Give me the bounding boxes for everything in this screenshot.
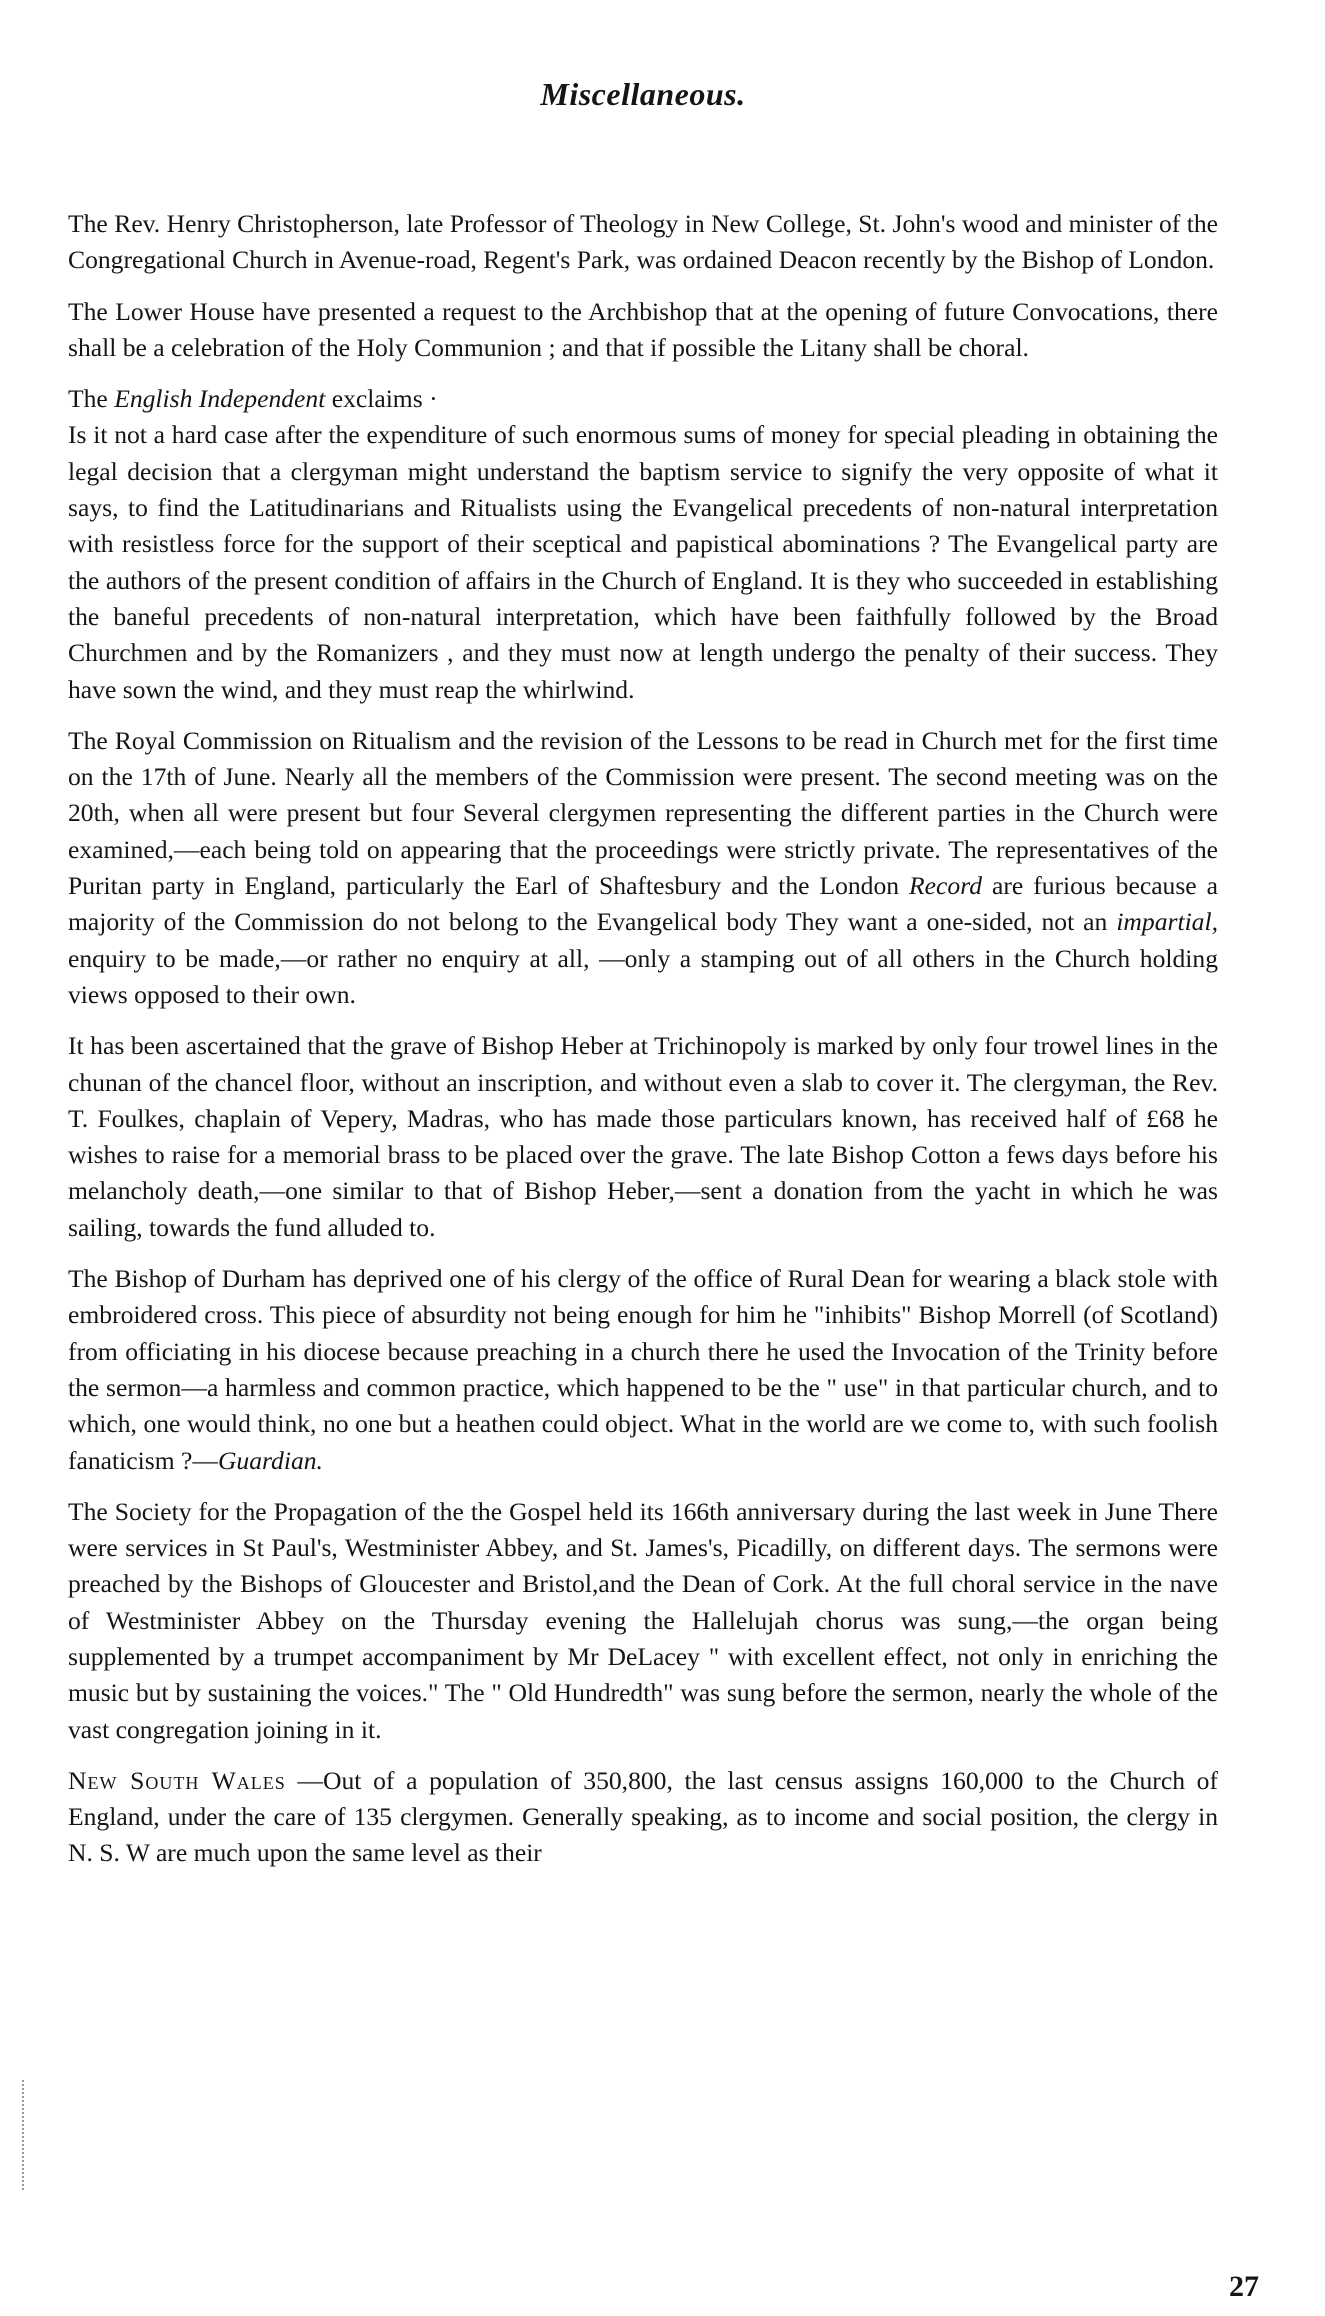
- margin-marks: [22, 2080, 30, 2190]
- royal-commission-text-b: are furious because a majority of the Commission do not belong to the Evangelical body They want a one-sided, not an: [68, 871, 1219, 937]
- intro-text-pre: The: [68, 384, 115, 414]
- new-south-wales-heading: New South Wales: [68, 1765, 286, 1795]
- new-south-wales-text: —Out of a population of 350,800, the last census assigns 160,000 to the Church of England, under the care of 135 clergymen. Generally speaking, as to income and social position, the clergy in N. S. W are much upon the same level as their: [68, 1765, 1218, 1868]
- paragraph-new-south-wales: [68, 1763, 1218, 1872]
- royal-commission-text-a: The Royal Commission on Ritualism and the revision of the Lessons to be read in Church met for the first time on the 17th of June. Nearly all the members of the Commission were present. The second meeting was on the 20th, when all were present but four Several clergymen representing the different parties in the Church were examined,—each being told on appearing that the proceedings were strictly private. The representatives of the Puritan party in England, particularly the Earl of Shaftesbury and the London: [68, 725, 1218, 901]
- impartial-word: impartial,: [1116, 907, 1218, 937]
- paragraph-lower-house: The Lower House have presented a request to the Archbishop that at the opening of future Convocations, there shall be a celebration of the Holy Communion ; and that if possible the Litany shall be choral.: [68, 296, 1218, 362]
- document-page: [68, 72, 1218, 2292]
- page-header: Miscellaneous.: [540, 76, 746, 112]
- paragraph-quotation: Is it not a hard case after the expenditure of such enormous sums of money for special pleading in obtaining the legal decision that a clergyman might understand the baptism service to signify the very opposite of what it says, to find the Latitudinarians and Ritualists using the Evangelical precedents of non-natural interpretation with resistless force for the support of their sceptical and papistical abominations ? The Evangelical party are the authors of the present condition of affairs in the Church of England. It is they who succeeded in establishing the baneful precedents of non-natural interpretation, which have been faithfully followed by the Broad Churchmen and by the Romanizers , and they must now at length undergo the penalty of their success. They have sown the wind, and they must reap the whirlwind.: [68, 420, 1218, 704]
- paragraph-royal-commission: [68, 723, 1218, 1013]
- paragraph-english-independent-intro: [68, 381, 1218, 417]
- page-number: 27: [1229, 2270, 1259, 2303]
- guardian-source: Guardian.: [217, 1445, 323, 1475]
- intro-text-post: exclaims ·: [325, 384, 438, 414]
- record-title: Record: [909, 871, 983, 901]
- paragraph-bishop-durham: [68, 1261, 1218, 1479]
- paragraph-christopherson: The Rev. Henry Christopherson, late Professor of Theology in New College, St. John's wood and minister of the Congregational Church in Avenue-road, Regent's Park, was ordained Deacon recently by the Bishop of London.: [68, 209, 1218, 275]
- paragraph-bishop-heber: It has been ascertained that the grave of Bishop Heber at Trichinopoly is marked by only four trowel lines in the chunan of the chancel floor, without an inscription, and without even a slab to cover it. The clergyman, the Rev. T. Foulkes, chaplain of Vepery, Madras, who has made those particulars known, has received half of £68 he wishes to raise for a memorial brass to be placed over the grave. The late Bishop Cotton a fews days before his melancholy death,—one similar to that of Bishop Heber,—sent a donation from the yacht in which he was sailing, towards the fund alluded to.: [68, 1031, 1218, 1242]
- publication-title: English Independent: [114, 384, 326, 414]
- paragraph-propagation-society: The Society for the Propagation of the the Gospel held its 166th anniversary during the last week in June There were services in St Paul's, Westminister Abbey, and St. James's, Picadilly, on different days. The sermons were preached by the Bishops of Gloucester and Bristol,and the Dean of Cork. At the full choral service in the nave of Westminister Abbey on the Thursday evening the Hallelujah chorus was sung,—the organ being supplemented by a trumpet accompaniment by Mr DeLacey " with excellent effect, not only in enriching the music but by sustaining the voices." The " Old Hundredth" was sung before the sermon, nearly the whole of the vast congregation joining in it.: [68, 1496, 1218, 1744]
- bishop-durham-text: The Bishop of Durham has deprived one of his clergy of the office of Rural Dean for wearing a black stole with embroidered cross. This piece of absurdity not being enough for him he "inhibits" Bishop Morrell (of Scotland) from officiating in his diocese because preaching in a church there he used the Invocation of the Trinity before the sermon—a harmless and common practice, which happened to be the " use" in that particular church, and to which, one would think, no one but a heathen could object. What in the world are we come to, with such foolish fanaticism ?—: [68, 1264, 1218, 1475]
- royal-commission-text-c: enquiry to be made,—or rather no enquiry at all, —only a stamping out of all others in the Church holding views opposed to their own.: [68, 943, 1218, 1009]
